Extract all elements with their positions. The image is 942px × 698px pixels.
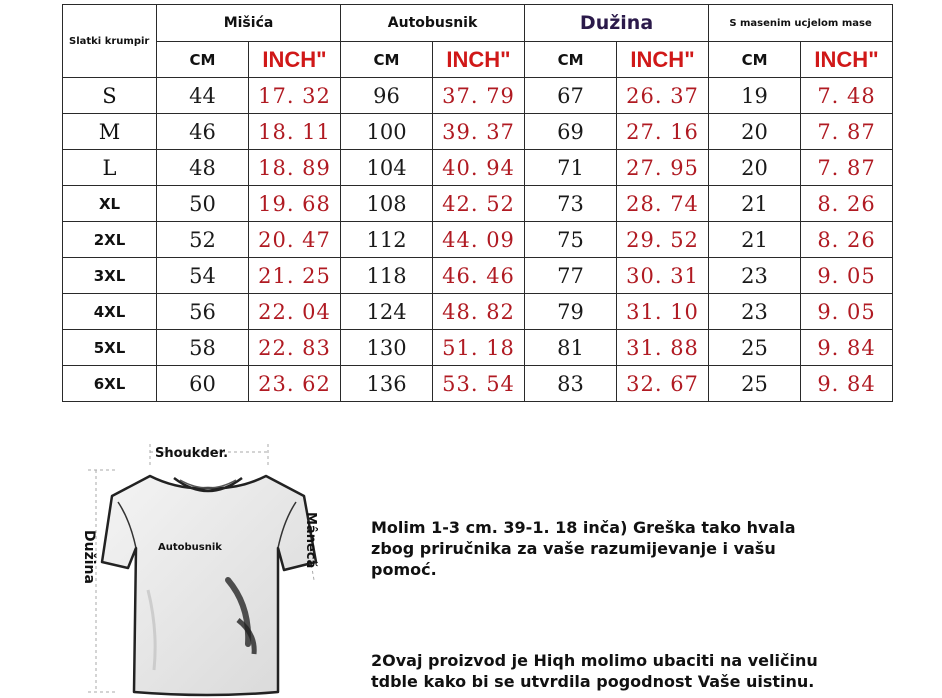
cm-value-cell: 44 bbox=[157, 78, 249, 114]
cm-value-cell: 23 bbox=[709, 294, 801, 330]
unit-header-row bbox=[63, 42, 893, 78]
shoulder-label: Shoukder. bbox=[155, 446, 229, 461]
cm-value-cell: 71 bbox=[525, 150, 617, 186]
unit-inch-header: INCH" bbox=[433, 42, 525, 78]
cm-value-cell: 54 bbox=[157, 258, 249, 294]
size-label: 2XL bbox=[63, 222, 157, 258]
inch-value-cell: 19. 68 bbox=[249, 186, 341, 222]
tshirt-outline-icon bbox=[78, 430, 328, 698]
inch-value-cell: 27. 16 bbox=[617, 114, 709, 150]
unit-cm-header: CM bbox=[157, 42, 249, 78]
unit-inch-header: INCH" bbox=[801, 42, 893, 78]
cm-value-cell: 25 bbox=[709, 366, 801, 402]
length-label: Dužina bbox=[81, 530, 97, 584]
inch-value-cell: 9. 05 bbox=[801, 258, 893, 294]
cm-value-cell: 124 bbox=[341, 294, 433, 330]
inch-value-cell: 21. 25 bbox=[249, 258, 341, 294]
inch-value-cell: 22. 04 bbox=[249, 294, 341, 330]
measure-header-bust: Autobusnik bbox=[341, 5, 525, 42]
size-advice-note: 2Ovaj proizvod je Hiqh molimo ubaciti na veličinu tdble kako bi se utvrdila pogodnost Vaše uistinu. bbox=[371, 651, 818, 691]
inch-value-cell: 44. 09 bbox=[433, 222, 525, 258]
cm-value-cell: 58 bbox=[157, 330, 249, 366]
size-chart-table bbox=[62, 4, 893, 402]
inch-value-cell: 8. 26 bbox=[801, 222, 893, 258]
table-row bbox=[63, 258, 893, 294]
cm-value-cell: 69 bbox=[525, 114, 617, 150]
inch-value-cell: 18. 89 bbox=[249, 150, 341, 186]
cm-value-cell: 73 bbox=[525, 186, 617, 222]
size-label: S bbox=[63, 78, 157, 114]
inch-value-cell: 29. 52 bbox=[617, 222, 709, 258]
cm-value-cell: 23 bbox=[709, 258, 801, 294]
unit-cm-header: CM bbox=[525, 42, 617, 78]
cm-value-cell: 19 bbox=[709, 78, 801, 114]
table-row bbox=[63, 366, 893, 402]
cm-value-cell: 136 bbox=[341, 366, 433, 402]
inch-value-cell: 40. 94 bbox=[433, 150, 525, 186]
size-label: 3XL bbox=[63, 258, 157, 294]
cm-value-cell: 96 bbox=[341, 78, 433, 114]
inch-value-cell: 9. 84 bbox=[801, 366, 893, 402]
size-column-header: Slatki krumpir bbox=[63, 5, 157, 78]
unit-cm-header: CM bbox=[341, 42, 433, 78]
cm-value-cell: 52 bbox=[157, 222, 249, 258]
cm-value-cell: 20 bbox=[709, 114, 801, 150]
table-row bbox=[63, 78, 893, 114]
cm-value-cell: 50 bbox=[157, 186, 249, 222]
table-row bbox=[63, 114, 893, 150]
cm-value-cell: 100 bbox=[341, 114, 433, 150]
inch-value-cell: 18. 11 bbox=[249, 114, 341, 150]
inch-value-cell: 22. 83 bbox=[249, 330, 341, 366]
cm-value-cell: 81 bbox=[525, 330, 617, 366]
inch-value-cell: 28. 74 bbox=[617, 186, 709, 222]
size-label: L bbox=[63, 150, 157, 186]
cm-value-cell: 79 bbox=[525, 294, 617, 330]
bust-label: Autobusnik bbox=[158, 542, 222, 553]
size-label: 6XL bbox=[63, 366, 157, 402]
cm-value-cell: 130 bbox=[341, 330, 433, 366]
inch-value-cell: 51. 18 bbox=[433, 330, 525, 366]
inch-value-cell: 27. 95 bbox=[617, 150, 709, 186]
cm-value-cell: 60 bbox=[157, 366, 249, 402]
cm-value-cell: 21 bbox=[709, 222, 801, 258]
inch-value-cell: 8. 26 bbox=[801, 186, 893, 222]
measure-header-shoulder: Mišića bbox=[157, 5, 341, 42]
inch-value-cell: 31. 88 bbox=[617, 330, 709, 366]
cm-value-cell: 20 bbox=[709, 150, 801, 186]
inch-value-cell: 53. 54 bbox=[433, 366, 525, 402]
inch-value-cell: 26. 37 bbox=[617, 78, 709, 114]
table-row bbox=[63, 294, 893, 330]
inch-value-cell: 20. 47 bbox=[249, 222, 341, 258]
inch-value-cell: 39. 37 bbox=[433, 114, 525, 150]
measurement-error-note: Molim 1-3 cm. 39-1. 18 inča) Greška tako hvala zbog priručnika za vaše razumijevanje i vašu pomoć. bbox=[371, 518, 796, 579]
inch-value-cell: 31. 10 bbox=[617, 294, 709, 330]
inch-value-cell: 37. 79 bbox=[433, 78, 525, 114]
unit-cm-header: CM bbox=[709, 42, 801, 78]
cm-value-cell: 108 bbox=[341, 186, 433, 222]
inch-value-cell: 7. 48 bbox=[801, 78, 893, 114]
inch-value-cell: 46. 46 bbox=[433, 258, 525, 294]
size-label: XL bbox=[63, 186, 157, 222]
table-row bbox=[63, 330, 893, 366]
inch-value-cell: 9. 84 bbox=[801, 330, 893, 366]
size-label: 5XL bbox=[63, 330, 157, 366]
inch-value-cell: 9. 05 bbox=[801, 294, 893, 330]
cm-value-cell: 46 bbox=[157, 114, 249, 150]
measure-header-sleeve: S masenim ucjelom mase bbox=[709, 5, 893, 42]
inch-value-cell: 7. 87 bbox=[801, 150, 893, 186]
cm-value-cell: 112 bbox=[341, 222, 433, 258]
inch-value-cell: 48. 82 bbox=[433, 294, 525, 330]
cm-value-cell: 56 bbox=[157, 294, 249, 330]
table-row bbox=[63, 186, 893, 222]
cm-value-cell: 67 bbox=[525, 78, 617, 114]
cm-value-cell: 118 bbox=[341, 258, 433, 294]
cm-value-cell: 104 bbox=[341, 150, 433, 186]
inch-value-cell: 17. 32 bbox=[249, 78, 341, 114]
size-label: M bbox=[63, 114, 157, 150]
inch-value-cell: 30. 31 bbox=[617, 258, 709, 294]
sleeve-label: Mânecă bbox=[303, 512, 318, 569]
unit-inch-header: INCH" bbox=[617, 42, 709, 78]
cm-value-cell: 21 bbox=[709, 186, 801, 222]
table-row bbox=[63, 222, 893, 258]
table-row bbox=[63, 150, 893, 186]
size-label: 4XL bbox=[63, 294, 157, 330]
cm-value-cell: 48 bbox=[157, 150, 249, 186]
cm-value-cell: 77 bbox=[525, 258, 617, 294]
measure-header-length: Dužina bbox=[525, 5, 709, 42]
cm-value-cell: 83 bbox=[525, 366, 617, 402]
measure-header-row bbox=[63, 5, 893, 42]
inch-value-cell: 23. 62 bbox=[249, 366, 341, 402]
inch-value-cell: 7. 87 bbox=[801, 114, 893, 150]
cm-value-cell: 25 bbox=[709, 330, 801, 366]
inch-value-cell: 42. 52 bbox=[433, 186, 525, 222]
inch-value-cell: 32. 67 bbox=[617, 366, 709, 402]
cm-value-cell: 75 bbox=[525, 222, 617, 258]
unit-inch-header: INCH" bbox=[249, 42, 341, 78]
